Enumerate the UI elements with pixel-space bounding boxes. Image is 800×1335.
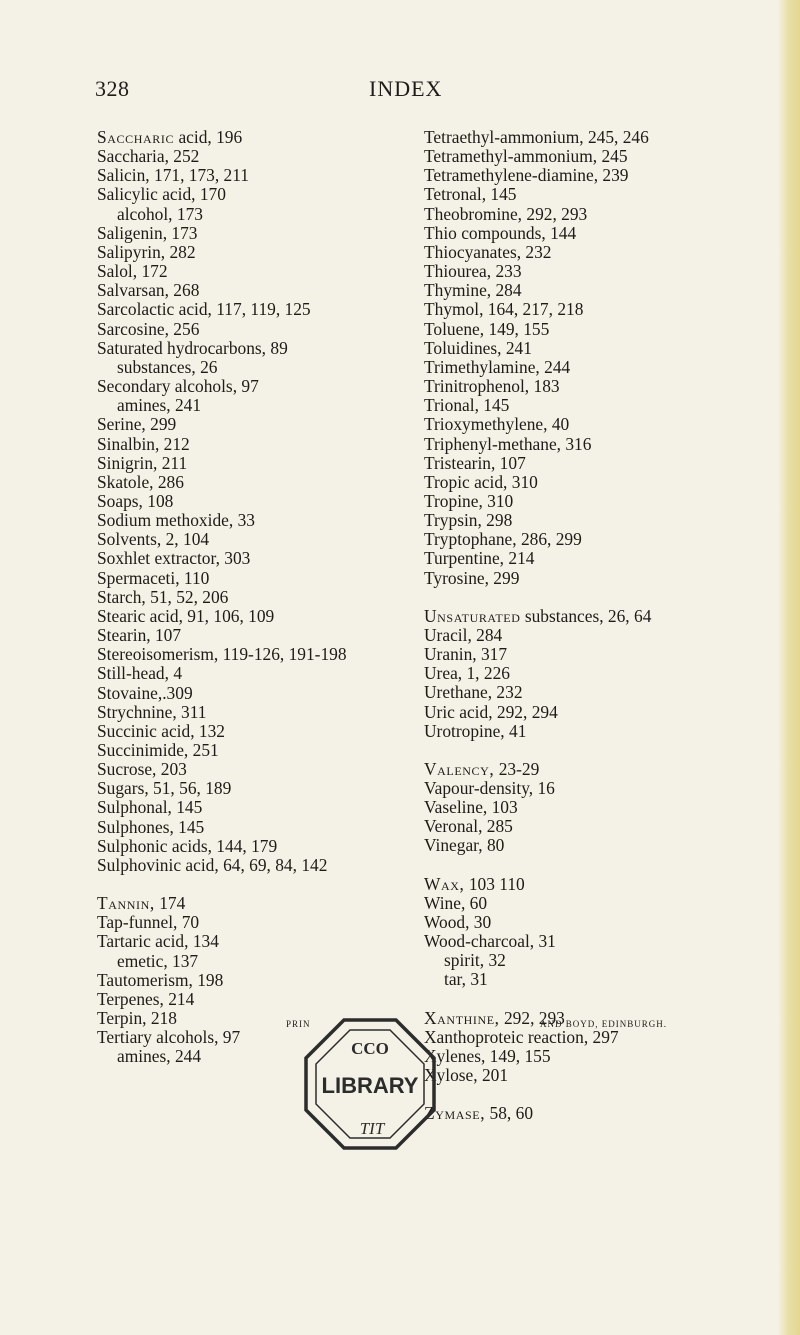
index-entry: Theobromine, 292, 293	[424, 203, 588, 224]
index-entry: Spermaceti, 110	[97, 567, 210, 588]
index-entry: Trimethylamine, 244	[424, 356, 571, 377]
stamp-library-text: LIBRARY	[321, 1073, 419, 1098]
index-entry: Stovaine,.309	[97, 682, 193, 703]
index-entry: Salicylic acid, 170	[97, 184, 226, 205]
index-entry: Sucrose, 203	[97, 759, 187, 780]
index-entry: Tryptophane, 286, 299	[424, 529, 582, 550]
index-entry: Sulphones, 145	[97, 816, 205, 837]
index-entry: Thio compounds, 144	[424, 222, 577, 243]
page-header	[0, 76, 800, 106]
index-entry: Salicin, 171, 173, 211	[97, 165, 249, 186]
index-entry: Salvarsan, 268	[97, 280, 200, 301]
index-entry: Tropic acid, 310	[424, 471, 538, 492]
index-entry: Wood, 30	[424, 911, 492, 932]
index-subentry: spirit, 32	[444, 950, 506, 971]
index-entry: Zymase, 58, 60	[424, 1103, 534, 1124]
index-entry: Saturated hydrocarbons, 89	[97, 337, 288, 358]
index-entry: Xanthine, 292, 293	[424, 1007, 565, 1028]
index-entry: Valency, 23-29	[424, 758, 540, 779]
index-entry: Still-head, 4	[97, 663, 183, 684]
index-entry: Tartaric acid, 134	[97, 931, 219, 952]
index-entry: Stearin, 107	[97, 625, 182, 646]
index-entry: Salipyrin, 282	[97, 241, 196, 262]
index-entry: Succinic acid, 132	[97, 720, 225, 741]
index-entry: Saccharic acid, 196	[97, 127, 243, 147]
index-entry: Tetramethylene-diamine, 239	[424, 165, 629, 186]
index-entry: Stearic acid, 91, 106, 109	[97, 605, 275, 626]
index-entry: Toluidines, 241	[424, 337, 532, 358]
index-entry: Strychnine, 311	[97, 701, 207, 722]
index-entry: Tannin, 174	[97, 893, 186, 914]
index-subentry: substances, 26	[117, 356, 218, 377]
index-entry: Salol, 172	[97, 261, 168, 282]
index-entry: Thiocyanates, 232	[424, 241, 552, 262]
index-entry: Urea, 1, 226	[424, 663, 510, 684]
index-entry: Unsaturated substances, 26, 64	[424, 605, 652, 626]
index-entry: Tetraethyl-ammonium, 245, 246	[424, 127, 649, 147]
index-subentry: amines, 244	[117, 1046, 202, 1067]
index-entry: Wine, 60	[424, 892, 488, 913]
index-entry: Xylenes, 149, 155	[424, 1045, 551, 1066]
index-entry: Thymine, 284	[424, 280, 522, 301]
index-column-right	[424, 128, 764, 1123]
page-title: INDEX	[369, 76, 443, 101]
printer-imprint-start: PRIN	[286, 1019, 311, 1029]
index-entry: Tyrosine, 299	[424, 567, 520, 588]
index-entry: Trional, 145	[424, 395, 510, 416]
library-stamp	[296, 1010, 444, 1158]
index-entry: Thiourea, 233	[424, 261, 522, 282]
printer-imprint-end: AND BOYD, EDINBURGH.	[540, 1019, 667, 1029]
index-entry: Vinegar, 80	[424, 835, 505, 856]
index-entry: Tropine, 310	[424, 490, 514, 511]
index-entry: Sugars, 51, 56, 189	[97, 778, 232, 799]
index-entry: Toluene, 149, 155	[424, 318, 550, 339]
index-entry: Soaps, 108	[97, 490, 174, 511]
index-entry: Tetramethyl-ammonium, 245	[424, 146, 628, 167]
index-entry: Secondary alcohols, 97	[97, 376, 259, 397]
index-entry: Tap-funnel, 70	[97, 912, 200, 933]
index-entry: Thymol, 164, 217, 218	[424, 299, 584, 320]
index-entry: Sulphovinic acid, 64, 69, 84, 142	[97, 854, 328, 875]
index-entry: Uric acid, 292, 294	[424, 701, 558, 722]
index-entry: Succinimide, 251	[97, 740, 219, 760]
index-entry: Tristearin, 107	[424, 452, 526, 473]
index-entry: Uranin, 317	[424, 644, 508, 665]
index-entry: Serine, 299	[97, 414, 177, 435]
index-entry: Terpenes, 214	[97, 988, 195, 1009]
index-entry: Tertiary alcohols, 97	[97, 1027, 241, 1048]
index-entry: Turpentine, 214	[424, 548, 535, 569]
index-entry: Xanthoproteic reaction, 297	[424, 1026, 619, 1047]
index-subentry: alcohol, 173	[117, 203, 203, 224]
index-entry: Sinalbin, 212	[97, 433, 190, 454]
page-edge-tint	[778, 0, 800, 1335]
stamp-top-text: CCO	[351, 1039, 389, 1058]
index-entry: Vapour-density, 16	[424, 778, 555, 798]
stamp-bottom-text: TIT	[359, 1119, 385, 1138]
index-entry: Trypsin, 298	[424, 510, 513, 531]
index-entry: Wax, 103 110	[424, 873, 525, 894]
index-subentry: tar, 31	[444, 969, 488, 990]
index-entry: Sarcosine, 256	[97, 318, 200, 339]
index-entry: Solvents, 2, 104	[97, 529, 210, 550]
index-entry: Urethane, 232	[424, 682, 523, 703]
index-entry: Starch, 51, 52, 206	[97, 586, 229, 607]
index-entry: Sulphonic acids, 144, 179	[97, 835, 278, 856]
index-entry: Sulphonal, 145	[97, 797, 203, 818]
index-entry: Stereoisomerism, 119-126, 191-198	[97, 644, 347, 665]
index-entry: Tetronal, 145	[424, 184, 517, 205]
index-subentry: amines, 241	[117, 395, 202, 416]
index-entry: Xylose, 201	[424, 1065, 509, 1086]
index-entry: Trioxymethylene, 40	[424, 414, 570, 435]
index-entry: Sodium methoxide, 33	[97, 510, 255, 531]
index-entry: Soxhlet extractor, 303	[97, 548, 251, 569]
index-entry: Veronal, 285	[424, 816, 513, 837]
index-entry: Vaseline, 103	[424, 797, 518, 818]
index-entry: Wood-charcoal, 31	[424, 931, 556, 952]
index-entry: Tautomerism, 198	[97, 969, 224, 990]
page-number: 328	[95, 76, 130, 101]
index-subentry: emetic, 137	[117, 950, 199, 971]
index-entry: Triphenyl-methane, 316	[424, 433, 592, 454]
index-entry: Trinitrophenol, 183	[424, 376, 560, 397]
index-entry: Urotropine, 41	[424, 720, 527, 741]
index-entry: Sarcolactic acid, 117, 119, 125	[97, 299, 311, 320]
index-entry: Skatole, 286	[97, 471, 184, 492]
index-entry: Uracil, 284	[424, 624, 503, 645]
index-entry: Sinigrin, 211	[97, 452, 188, 473]
index-entry: Saligenin, 173	[97, 222, 198, 243]
index-entry: Terpin, 218	[97, 1008, 177, 1029]
index-entry: Saccharia, 252	[97, 146, 200, 167]
index-column-left	[97, 128, 397, 1067]
